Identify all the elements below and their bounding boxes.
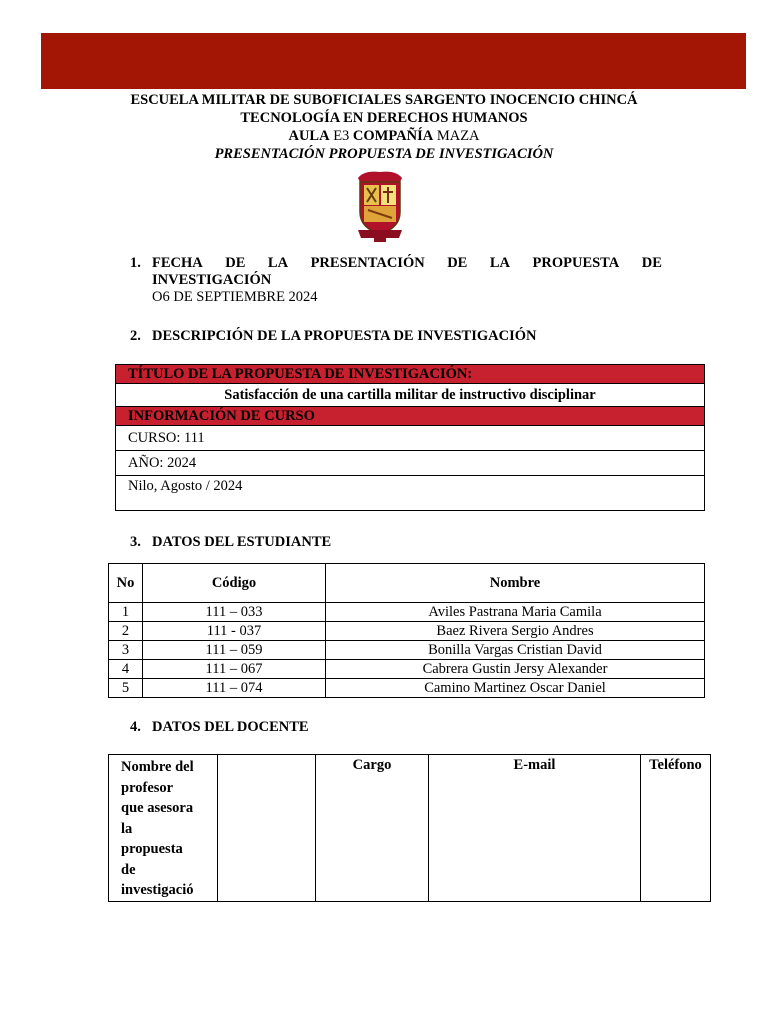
cargo-header: Cargo [316,755,429,902]
proposal-title: Satisfacción de una cartilla militar de instructivo disciplinar [116,384,705,407]
program-name: TECNOLOGÍA EN DERECHOS HUMANOS [240,110,528,126]
email-header: E-mail [429,755,641,902]
aula-line: AULA E3 COMPAÑÍA MAZA [288,128,480,144]
table-row: 1 111 – 033 Aviles Pastrana Maria Camila [109,603,705,622]
title-label: TÍTULO DE LA PROPUESTA DE INVESTIGACIÓN: [116,365,705,384]
top-banner [41,33,746,89]
column-header: No [109,564,143,603]
section-estudiante: 3. DATOS DEL ESTUDIANTE [130,534,332,550]
section-fecha [130,255,662,306]
column-header: Nombre [326,564,705,603]
course-year: AÑO: 2024 [116,451,705,476]
table-row: 3 111 – 059 Bonilla Vargas Cristian David [109,641,705,660]
place-date: Nilo, Agosto / 2024 [116,476,705,511]
table-row [109,755,711,902]
table-header-row [109,564,705,603]
students-table [108,563,705,698]
section-fecha-heading-line2: INVESTIGACIÓN [152,272,272,288]
telefono-header: Teléfono [641,755,711,902]
proposal-table [115,364,705,511]
table-row: 5 111 – 074 Camino Martinez Oscar Daniel [109,679,705,698]
section-fecha-heading: FECHA DE LA PRESENTACIÓN DE LA PROPUESTA DE [152,255,662,271]
teacher-table [108,754,711,902]
teacher-name-label: Nombre del profesor que asesora la propuesta de investigació [109,755,218,902]
school-crest-icon [354,168,406,248]
section-descripcion: 2. DESCRIPCIÓN DE LA PROPUESTA DE INVESTIGACIÓN [130,328,537,344]
presentation-date: O6 DE SEPTIEMBRE 2024 [152,289,318,305]
column-header: Código [143,564,326,603]
teacher-name-value [218,755,316,902]
document-header [0,91,768,163]
document-subtitle: PRESENTACIÓN PROPUESTA DE INVESTIGACIÓN [214,146,554,162]
table-row: 4 111 – 067 Cabrera Gustin Jersy Alexander [109,660,705,679]
course-info-label: INFORMACIÓN DE CURSO [116,407,705,426]
section-docente: 4. DATOS DEL DOCENTE [130,719,309,735]
section-number: 1. [130,255,141,271]
school-name: ESCUELA MILITAR DE SUBOFICIALES SARGENTO INOCENCIO CHINCÁ [130,92,638,108]
table-row: 2 111 - 037 Baez Rivera Sergio Andres [109,622,705,641]
course-number: CURSO: 111 [116,426,705,451]
